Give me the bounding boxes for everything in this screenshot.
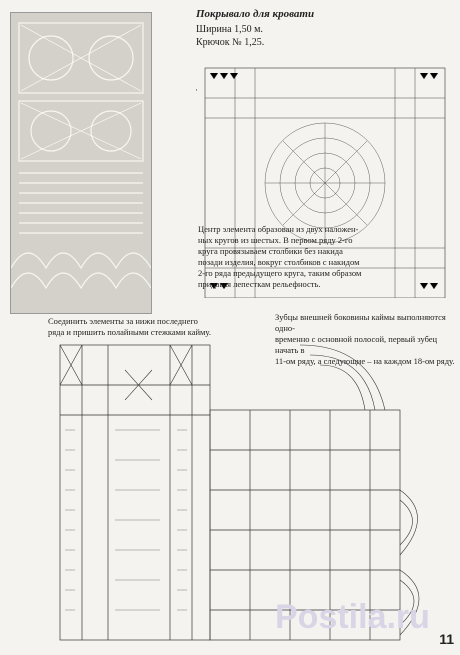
center-motif-note: [198, 224, 378, 290]
note-line: Зубцы внешней боковины каймы выполняются одно-: [275, 312, 446, 333]
note-line: ных кругов из шестых. В первом ряду 2-го: [198, 235, 353, 245]
width-spec: Ширина 1,50 м.: [196, 24, 263, 35]
pattern-title: Покрывало для кровати: [196, 8, 315, 20]
note-line: позади изделия, вокруг столбиков с накидом: [198, 257, 360, 267]
lace-photo-drawing: [11, 13, 151, 313]
note-line: Соединить элементы за нижи последнего: [48, 316, 198, 326]
note-line: 2-го ряда предыдущего круга, таким образом: [198, 268, 362, 278]
watermark-text: Postila.ru: [275, 598, 430, 636]
note-line: ряда и пришить полайными стежками кайму.: [48, 327, 211, 337]
note-line: временно с основной полосой, первый зубец начать в: [275, 334, 438, 355]
note-line: Центр элемента образован из двух наложен-: [198, 224, 359, 234]
join-note: [48, 316, 228, 338]
page-number: 11: [439, 631, 454, 647]
svg-text:·: ·: [195, 85, 198, 95]
hook-spec: Крючок № 1,25.: [196, 37, 265, 48]
note-line: 11-ом ряду, а следующие – на каждом 18-ом ряду.: [275, 356, 455, 366]
note-line: круга провязываем столбики без накида: [198, 246, 343, 256]
note-line: придавая лепесткам рельефность.: [198, 279, 321, 289]
bedspread-photo: [10, 12, 152, 314]
